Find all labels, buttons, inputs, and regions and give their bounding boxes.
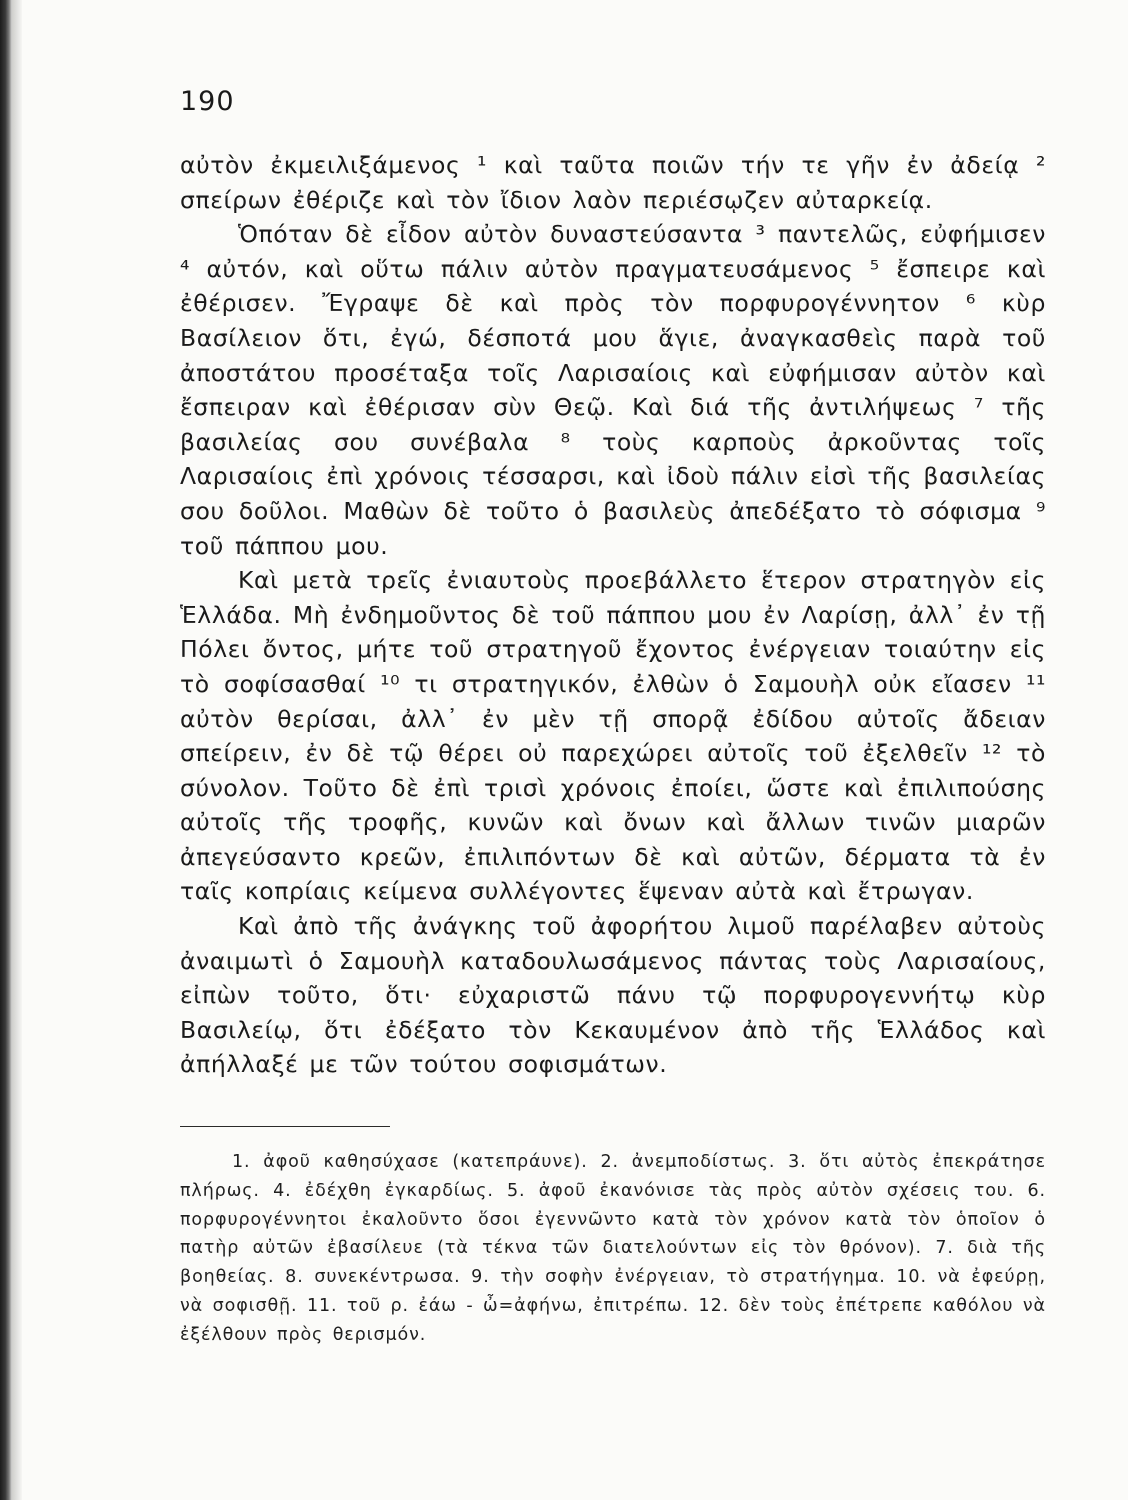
paragraph: Καὶ ἀπὸ τῆς ἀνάγκης τοῦ ἀφορήτου λιμοῦ παρέλαβεν αὐτοὺς ἀναιμωτὶ ὁ Σαμουὴλ καταδουλωσάμενος πάντας τοὺς Λαρισαίους, εἰπὼν τοῦτο, ὅτι· εὐχαριστῶ πάνυ τῷ πορφυρογεννήτῳ κὺρ Βασιλείῳ, ὅτι ἐδέξατο τὸν Κεκαυμένον ἀπὸ τῆς Ἑλλάδος καὶ ἀπήλλαξέ με τῶν τούτου σοφισμάτων.: [180, 912, 1046, 1079]
book-binding-edge: [0, 0, 12, 1500]
page-number: 190: [180, 86, 235, 117]
paragraph: Καὶ μετὰ τρεῖς ἐνιαυτοὺς προεβάλλετο ἕτερον στρατηγὸν εἰς Ἑλλάδα. Μὴ ἐνδημοῦντος δὲ τοῦ πάππου μου ἐν Λαρίσῃ, ἀλλ᾽ ἐν τῇ Πόλει ὄντος, μήτε τοῦ στρατηγοῦ ἔχοντος ἐνέργειαν τοιαύτην εἰς τὸ σοφίσασθαί ¹⁰ τι στρατηγικόν, ἐλθὼν ὁ Σαμουὴλ οὐκ εἴασεν ¹¹ αὐτὸν θερίσαι, ἀλλ᾽ ἐν μὲν τῇ σπορᾷ ἐδίδου αὐτοῖς ἄδειαν σπείρειν, ἐν δὲ τῷ θέρει οὐ παρεχώρει αὐτοῖς τοῦ ἐξελθεῖν ¹² τὸ σύνολον. Τοῦτο δὲ ἐπὶ τρισὶ χρόνοις ἐποίει, ὥστε καὶ ἐπιλιπούσης αὐτοῖς τῆς τροφῆς, κυνῶν καὶ ὄνων καὶ ἄλλων τινῶν μιαρῶν ἀπεγεύσαντο κρεῶν, ἐπιλιπόντων δὲ καὶ αὐτῶν, δέρματα τὰ ἐν ταῖς κοπρίαις κείμενα συλλέγοντες ἕψεναν αὐτὰ καὶ ἔτρωγαν.: [180, 566, 1046, 906]
main-text: [180, 148, 1046, 1082]
paragraph: Ὁπόταν δὲ εἶδον αὐτὸν δυναστεύσαντα ³ παντελῶς, εὐφήμισεν ⁴ αὐτόν, καὶ οὕτω πάλιν αὐτὸν πραγματευσάμενος ⁵ ἔσπειρε καὶ ἐθέρισεν. Ἔγραψε δὲ καὶ πρὸς τὸν πορφυρογέννητον ⁶ κὺρ Βασίλειον ὅτι, ἐγώ, δέσποτά μου ἅγιε, ἀναγκασθεὶς παρὰ τοῦ ἀποστάτου προσέταξα τοῖς Λαρισαίοις καὶ εὐφήμισαν αὐτὸν καὶ ἔσπειραν καὶ ἐθέρισαν σὺν Θεῷ. Καὶ διά τῆς ἀντιλήψεως ⁷ τῆς βασιλείας σου συνέβαλα ⁸ τοὺς καρποὺς ἀρκοῦντας τοῖς Λαρισαίοις ἐπὶ χρόνοις τέσσαρσι, καὶ ἰδοὺ πάλιν εἰσὶ τῆς βασιλείας σου δοῦλοι. Μαθὼν δὲ τοῦτο ὁ βασιλεὺς ἀπεδέξατο τὸ σόφισμα ⁹ τοῦ πάππου μου.: [180, 220, 1046, 560]
binding-shadow: [12, 0, 22, 1500]
footnote-separator: [180, 1126, 390, 1127]
footnotes: [180, 1148, 1046, 1350]
footnote-text: 1. ἀφοῦ καθησύχασε (κατεπράυνε). 2. ἀνεμποδίστως. 3. ὅτι αὐτὸς ἐπεκράτησε πλήρως. 4. ἐδέχθη ἐγκαρδίως. 5. ἀφοῦ ἐκανόνισε τὰς πρὸς αὐτὸν σχέσεις του. 6. πορφυρογέννητοι ἐκαλοῦντο ὅσοι ἐγεννῶντο κατὰ τὸν χρόνον κατὰ τὸν ὁποῖον ὁ πατὴρ αὐτῶν ἐβασίλευε (τὰ τέκνα τῶν διατελούντων εἰς τὸν θρόνον). 7. διὰ τῆς βοηθείας. 8. συνεκέντρωσα. 9. τὴν σοφὴν ἐνέργειαν, τὸ στρατήγημα. 10. νὰ ἐφεύρῃ, νὰ σοφισθῇ. 11. τοῦ ρ. ἐάω - ὦ=ἀφήνω, ἐπιτρέπω. 12. δὲν τοὺς ἐπέτρεπε καθόλου νὰ ἐξέλθουν πρὸς θερισμόν.: [180, 1152, 1046, 1345]
paragraph-continuation: αὐτὸν ἐκμειλιξάμενος ¹ καὶ ταῦτα ποιῶν τήν τε γῆν ἐν ἀδείᾳ ² σπείρων ἐθέριζε καὶ τὸν ἴδιον λαὸν περιέσῳζεν αὐταρκείᾳ.: [180, 151, 1046, 214]
